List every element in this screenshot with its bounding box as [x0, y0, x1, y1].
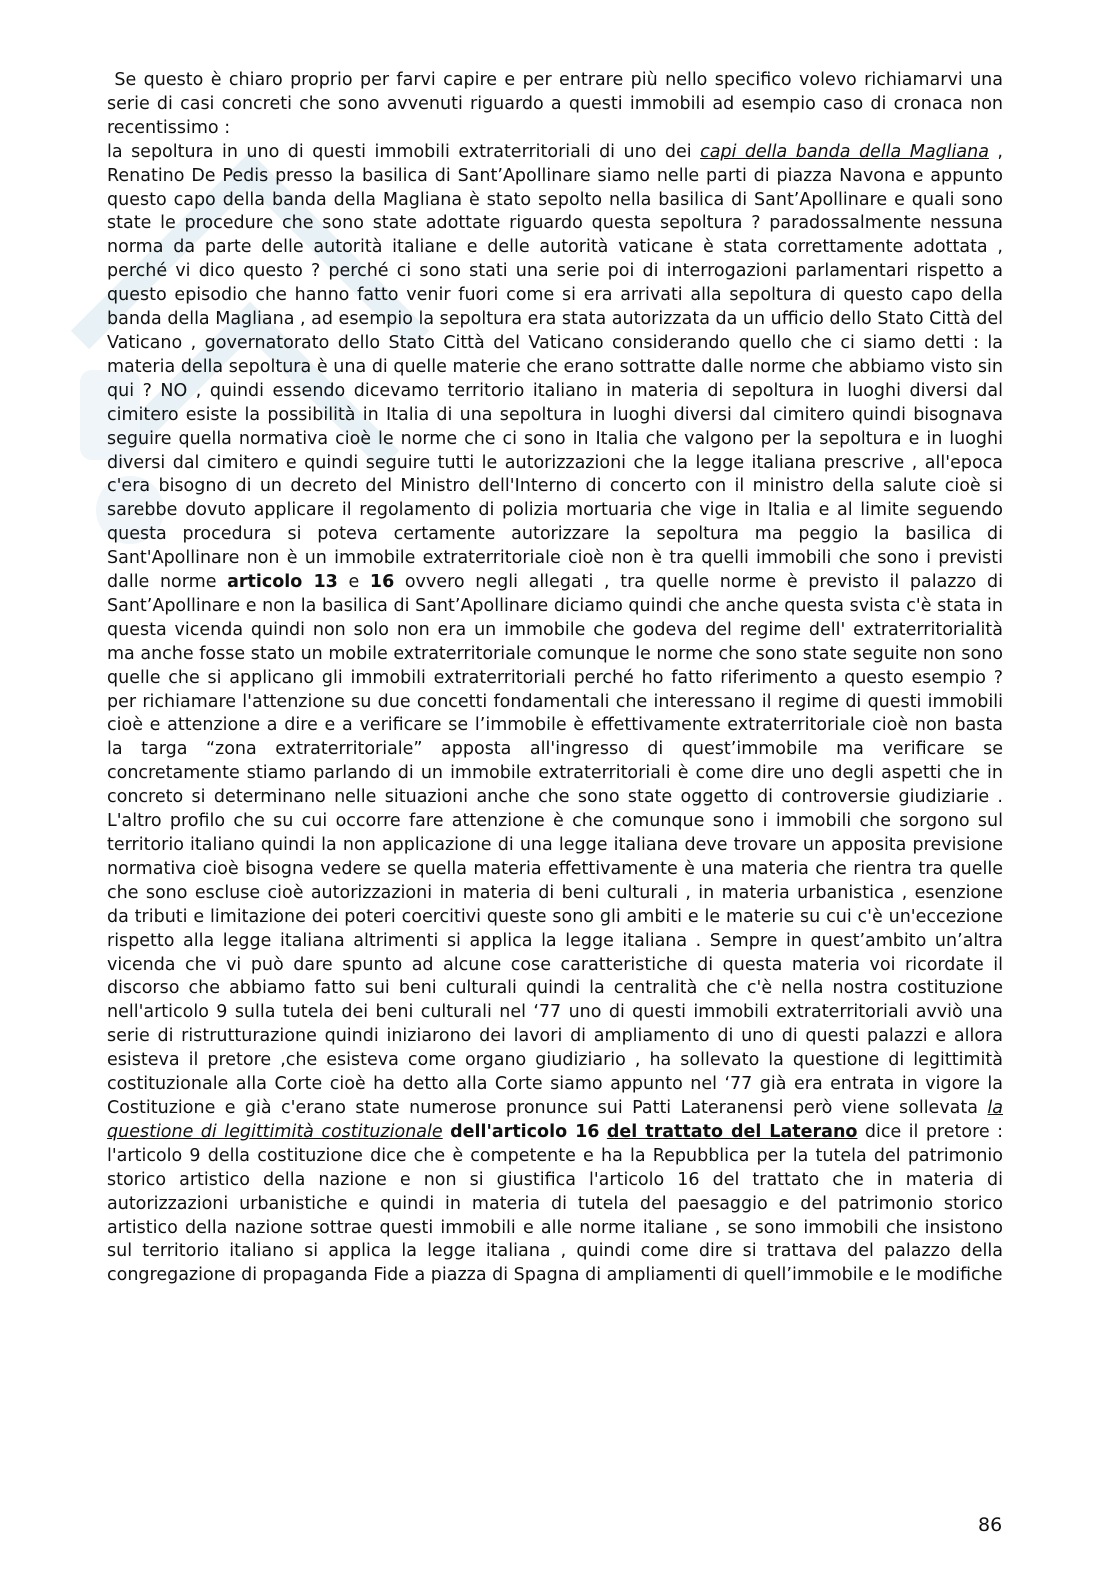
- bold-16: 16: [369, 572, 395, 593]
- text-run: [443, 1122, 450, 1142]
- text-run: , Renatino De Pedis presso la basilica di Sant’Apollinare siamo nelle parti di piazza Navona e appunto questo capo della banda della Magliana è stato sepolto nella basilica di Sant’Apollinare e quali sono state le procedure che sono state adottate riguardo questa sepoltura ? paradossalmente nessuna norma da parte delle autorità italiane e delle autorità vaticane è stata correttamente adottata , perché vi dico questo ? perché ci sono stati una serie poi di interrogazioni parlamentari rispetto a questo episodio che hanno fatto venir fuori come si era arrivati alla sepoltura di questo capo della banda della Magliana , ad esempio la sepoltura era stata autorizzata da un ufficio dello Stato Città del Vaticano , governatorato dello Stato Città del Vaticano considerando quello che ci siamo detti : la materia della sepoltura è una di quelle materie che erano sottratte dalle norme che abbiamo visto sin qui ? NO , quindi essendo dicevamo territorio italiano in materia di sepoltura in luoghi diversi dal cimitero esiste la possibilità in Italia di una sepoltura in luoghi diversi dal cimitero quindi bisognava seguire quella normativa cioè le norme che ci sono in Italia che valgono per la sepoltura e in luoghi diversi dal cimitero e quindi seguire tutti le autorizzazioni che la legge italiana prescrive , all'epoca c'era bisogno di un decreto del Ministro dell'Interno di concerto con il ministro della salute cioè si sarebbe dovuto applicare il regolamento di polizia mortuaria che vige in Italia e al limite seguendo questa procedura si poteva certamente autorizzare la sepoltura ma peggio la basilica di Sant'Apollinare non è un immobile extraterritoriale cioè non è tra quelli immobili che sono i previsti dalle norme: [107, 141, 1003, 593]
- bold-articolo-13: articolo 13: [227, 572, 338, 593]
- text-run: dice il pretore : l'articolo 9 della costituzione dice che è competente e ha la Repubblica per la tutela del patrimonio storico artistico della nazione e non si giustifica l'articolo 16 del trattato che in materia di autorizzazioni urbanistiche e quindi in materia di tutela del paesaggio e del patrimonio storico artistico della nazione sottrae questi immobili e alle norme italiane , se sono immobili che insistono sul territorio italiano si applica la legge italiana , quindi come dire si trattava del palazzo della congregazione di propaganda Fide a piazza di Spagna di ampliamenti di quell’immobile e le modifiche: [107, 1121, 1003, 1286]
- bold-articolo-16: dell'articolo 16: [450, 1121, 600, 1142]
- bold-trattato-laterano: del trattato del Laterano: [606, 1121, 858, 1142]
- document-body: [107, 69, 1003, 1288]
- text-run: Se questo è chiaro proprio per farvi capire e per entrare più nello specifico volevo richiamarvi una serie di casi concreti che sono avvenuti riguardo a questi immobili ad esempio caso di cronaca non recentissimo :: [107, 70, 1003, 138]
- text-run: [599, 1122, 606, 1142]
- text-run: e: [337, 572, 370, 593]
- text-run: la sepoltura in uno di questi immobili extraterritoriali di uno dei: [107, 141, 701, 162]
- link-banda-magliana[interactable]: capi della banda della Magliana: [700, 141, 989, 162]
- paragraph-intro: [107, 69, 1003, 141]
- page-number: 86: [978, 1514, 1003, 1536]
- text-run: ovvero negli allegati , tra quelle norme è previsto il palazzo di Sant’Apollinare e non la basilica di Sant’Apollinare diciamo quindi che anche questa svista c'è stata in questa vicenda quindi non solo non era un immobile che godeva del regime dell' extraterritorialità ma anche fosse stato un mobile extraterritoriale comunque le norme che sono state seguite non sono quelle che si applicano gli immobili extraterritoriali perché ho fatto riferimento a questo esempio ? per richiamare l'attenzione su due concetti fondamentali che interessano il regime di questi immobili cioè e attenzione a dire e a verificare se l’immobile è effettivamente extraterritoriale cioè non basta la targa “zona extraterritoriale” apposta all'ingresso di quest’immobile ma verificare se concretamente stiamo parlando di un immobile extraterritoriali è come dire uno degli aspetti che in concreto si determinano nelle situazioni anche che sono state oggetto di controversie giudiziarie . L'altro profilo che su cui occorre fare attenzione è che comunque sono i immobili che sorgono sul territorio italiano quindi la non applicazione di una legge italiana deve trovare un apposita previsione normativa cioè bisogna vedere se quella materia effettivamente è una materia che rientra tra quelle che sono escluse cioè autorizzazioni in materia di beni culturali , in materia urbanistica , esenzione da tributi e limitazione dei poteri coercitivi queste sono gli ambiti e le materie su cui c'è un'eccezione rispetto alla legge italiana altrimenti si applica la legge italiana . Sempre in quest’ambito un’altra vicenda che vi può dare spunto ad alcune cose caratteristiche di questa materia voi ricordate il discorso che abbiamo fatto sui beni culturali quindi la centralità che c'è nella nostra costituzione nell'articolo 9 sulla tutela dei beni culturali nel ‘77 uno di questi immobili extraterritoriali avviò una serie di ristrutturazione quindi iniziarono dei lavori di ampliamento di uno di questi palazzi e allora esisteva il pretore ,che esisteva come organo giudiziario , ha sollevato la questione di legittimità costituzionale alla Corte cioè ha detto alla Corte siamo appunto nel ‘77 già era entrata in vigore la Costituzione e già c'erano state numerose pronunce sui Patti Lateranensi però viene sollevata: [107, 572, 1003, 1118]
- link-questione-legittimita[interactable]: la questione di legittimità costituzionale: [107, 1097, 1003, 1142]
- paragraph-main: [107, 141, 1003, 1289]
